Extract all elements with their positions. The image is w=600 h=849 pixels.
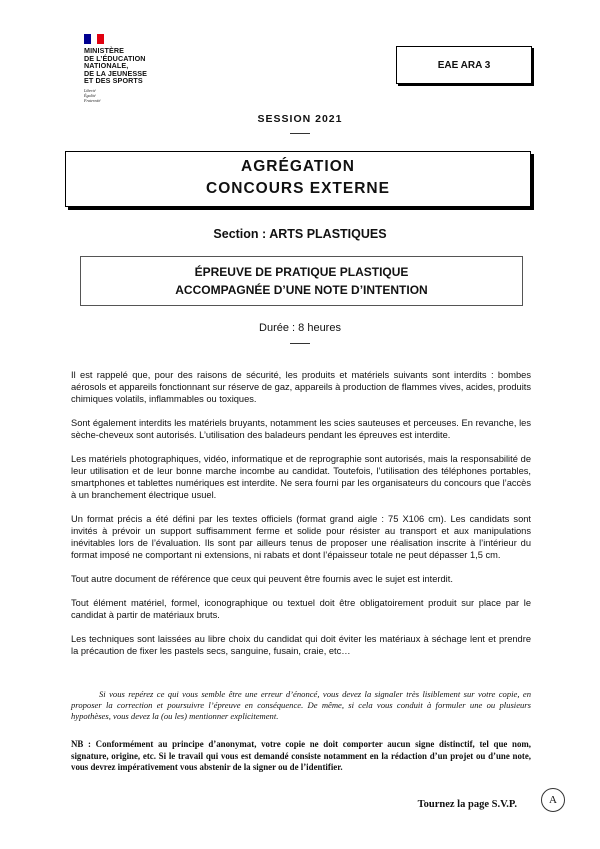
flag-white: [91, 34, 98, 44]
instruction-paragraph: Les matériels photographiques, vidéo, informatique et de reprographie sont autorisés, mais la responsabilité de leur utilisation et de leur bonne marche incombe au candidat. Toutefois, l’utilisation des téléphones portables, smartphones et tablettes numériques est interdite. Ne sera fourni par les organisateurs du concours que l’accès à un branchement électrique usuel.: [71, 454, 531, 500]
ministry-line: DE L’ÉDUCATION: [84, 53, 146, 63]
subject-letter: A: [549, 794, 557, 806]
divider: [290, 343, 310, 344]
ministry-line: DE LA JEUNESSE: [84, 68, 148, 78]
motto-line: Liberté: [84, 87, 96, 93]
french-flag-icon: [84, 34, 104, 44]
duration: Durée : 8 heures: [259, 322, 341, 334]
epreuve-line-2: ACCOMPAGNÉE D’UNE NOTE D’INTENTION: [175, 283, 428, 297]
error-notice: Si vous repérez ce qui vous semble être une erreur d’énoncé, vous devez la signaler très lisiblement sur votre copie, en proposer la correction et poursuivre l’épreuve en conséquence. De même, si cela vous conduit à formuler une ou plusieurs hypothèses, vous devez la (ou les) mentionner explicitement.: [71, 689, 531, 721]
ministry-line: MINISTÈRE: [84, 46, 125, 55]
instructions: [71, 369, 531, 669]
instruction-paragraph: Un format précis a été défini par les textes officiels (format grand aigle : 75 X106 cm). Les candidats sont invités à prévoir un support suffisamment ferme et solide pour résister au transport et aux manipulations inévitables lors de l’évaluation. Ils sont par ailleurs tenus de proposer une réalisation inscrite à l’intérieur du format imposé ne comportant ni extensions, ni rabats et dont l’épaisseur totale ne peut dépasser 1,5 cm.: [71, 514, 531, 560]
title-line-2: CONCOURS EXTERNE: [206, 180, 390, 197]
flag-blue: [84, 34, 91, 44]
session-label: SESSION 2021: [257, 113, 343, 125]
instruction-paragraph: Il est rappelé que, pour des raisons de sécurité, les produits et matériels suivants sont interdits : bombes aérosols et appareils fonctionnant sur réserve de gaz, appareils à production de flammes vives, acides, produits chimiques volatils, inflammables ou toxiques.: [71, 370, 531, 404]
divider: [290, 133, 310, 134]
epreuve-box: [80, 256, 523, 306]
exam-code-box: [396, 46, 532, 84]
instruction-paragraph: Les techniques sont laissées au libre choix du candidat qui doit éviter les matériaux à séchage lent et prendre la précaution de fixer les pastels secs, sanguine, fusain, craie, etc…: [71, 634, 531, 656]
motto-line: Égalité: [84, 92, 96, 98]
section-title: Section : ARTS PLASTIQUES: [213, 227, 387, 241]
ministry-name: [84, 47, 204, 85]
flag-red: [97, 34, 104, 44]
title-line-1: AGRÉGATION: [241, 158, 355, 175]
ministry-line: NATIONALE,: [84, 61, 129, 71]
title-box: [65, 151, 531, 207]
motto-line: Fraternité: [84, 97, 101, 103]
turn-page-label: Tournez la page S.V.P.: [417, 799, 517, 810]
instruction-paragraph: Sont également interdits les matériels bruyants, notamment les scies sauteuses et perceuses. En revanche, les sèche-cheveux sont autorisés. L’utilisation des baladeurs pendant les épreuves est interdite.: [71, 418, 531, 440]
epreuve-line-1: ÉPREUVE DE PRATIQUE PLASTIQUE: [194, 265, 409, 279]
exam-code: EAE ARA 3: [437, 59, 491, 71]
instruction-paragraph: Tout autre document de référence que ceux qui peuvent être fournis avec le sujet est interdit.: [71, 574, 453, 584]
ministry-logo: [84, 34, 204, 103]
instruction-paragraph: Tout élément matériel, formel, iconographique ou textuel doit être obligatoirement produit sur place par le candidat à partir de matériaux bruts.: [71, 598, 531, 620]
subject-letter-badge: [541, 788, 565, 812]
ministry-line: ET DES SPORTS: [84, 76, 143, 86]
anonymity-notice: NB : Conformément au principe d’anonymat, votre copie ne doit comporter aucun signe distinctif, tel que nom, signature, origine, etc. Si le travail qui vous est demandé consiste notamment en la rédaction d’un projet ou d’une note, vous devrez impérativement vous abstenir de la signer ou de l’identifier.: [71, 739, 531, 772]
republic-motto: [84, 88, 204, 103]
